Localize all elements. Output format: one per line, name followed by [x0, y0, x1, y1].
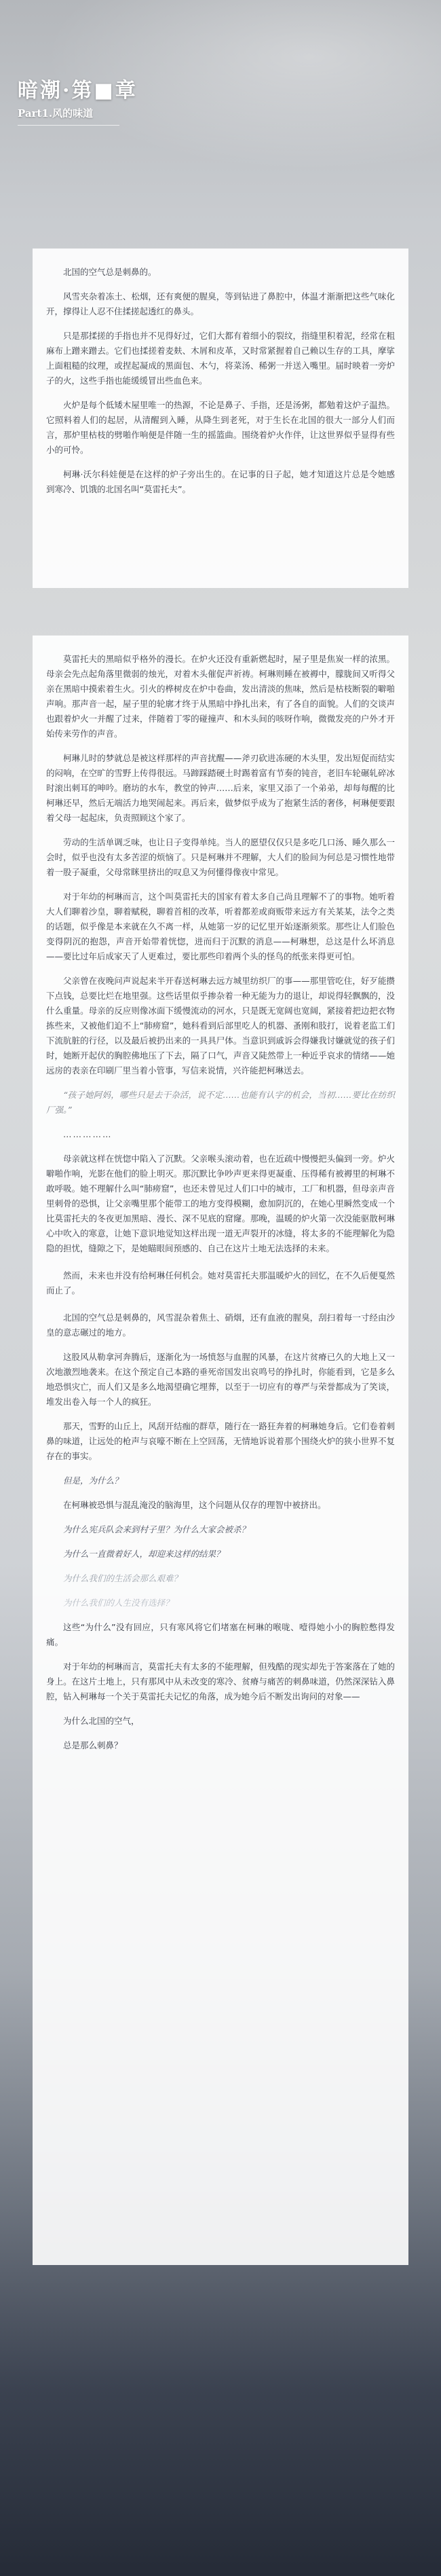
closing-line: 为什么北国的空气， [63, 1716, 140, 1726]
paragraph: 火炉是每个低矮木屋里唯一的热源，不论是鼻子、手指，还是汤粥，都勉着这炉子温热。它照料着人们的起居，从清醒到入睡，从降生到老死，对于生长在北国的很大一部分人们而言，那炉里枯枝的劈啪作响便是伴随一生的摇篮曲。围绕着炉火作伴，让这世界似乎显得有些小的可怜。 [46, 400, 395, 455]
paragraph: 母亲就这样在恍惚中陷入了沉默。父亲喉头滚动着，也在近疏中慢慢把头偏到一旁。炉火噼啪作响，光影在他们的脸上明灭。那沉默比争吵声更来得更凝重、压得稀有被褥里的柯琳不敢呼吸。她不理解什么叫“肺痨窟”，也还未曾见过人们口中的城市，工厂和机器，但母亲声音里刺骨的恐惧，让父亲嘴里那个能带工的地方变得模糊，愈加阴沉的，在她心里瞬然变成一个比莫雷托夫的冬夜更加黑暗、漫长、深不见底的窟窿。那晚，温暖的炉火第一次没能驱散柯琳心中吹入的寒意，让她下意识地觉知这样出现一道无声裂开的冰缝，将太多的不能理解化为隐隐的担忧，缝隙之下，是她瞄眼间预感的、自己在这片土地无法选择的未来。 [46, 1154, 395, 1253]
paragraph: 然而，未来也并没有给柯琳任何机会。她对莫雷托夫那温暖炉火的回忆，在不久后便戛然而止了。 [46, 1270, 395, 1295]
paragraph: 北国的空气总是刺鼻的。 [63, 267, 157, 277]
paragraph: 劳动的生活单调乏味，也让日子变得单纯。当人的愿望仅仅只是多吃几口汤、睡久那么一会时，似乎也没有太多苦涩的烦恼了。只是柯琳并不理解，大人们的脸间为何总是习惯性地带着一股子凝重，父母常眯里挤出的叹息又为何懂得像夜中常见。 [46, 837, 395, 877]
question-line: 为什么一直微着好人，却迎来这样的结果？ [63, 1549, 225, 1559]
paragraph: 北国的空气总是刺鼻的，风雪混杂着焦土、硝烟，还有血液的腥臭，刮扫着每一寸经由沙皇的意志碾过的地方。 [46, 1312, 395, 1338]
paragraph: 这些“为什么”没有回应，只有寒风将它们堵塞在柯琳的喉咙、噎得她小小的胸腔憋得发痛。 [46, 1622, 395, 1647]
chapter-title: 暗潮·第■章 [18, 79, 138, 103]
paragraph: 那天，雪野的山丘上，风刮开结痂的群草，随行在一路狂奔着的柯琳她身后。它们卷着刺鼻的味道，让远处的枪声与哀嚎不断在上空回荡，无情地诉说着那个围绕火炉的狭小世界不复存在的事实。 [46, 1421, 395, 1461]
paragraph: 只是那揉搓的手指也并不见得好过，它们大都有着细小的裂纹，指缝里积着泥，经常在粗麻布上蹭来蹭去。它们也揉搓着麦麸、木屑和皮革，又时常紧握着自己赖以生存的工具，摩挲上面粗糙的纹理，或捏起凝成的黑面包、木勺，将菜汤、稀粥一并送入嘴里。届时映着一旁炉子的火，这些手指也能缓缓冒出些血色来。 [46, 331, 395, 386]
title-divider [18, 125, 119, 126]
paragraph: 对于年幼的柯琳而言，这个叫莫雷托夫的国家有着太多自己尚且理解不了的事物。她听着大人们聊着沙皇，聊着赋税，聊着首相的改革，听着都差或商贩带来远方有关某某，法令之类的话题，似乎像是本来就在久不离一样，从她第一岁的记忆里开始逐渐须浆。那些让人们脸色变得阴沉的抱怨，声音开始带着恍惚，进而归于沉默的消息——柯琳想，总这是什么坏消息——要比过年后成家天了人更难过，要比那些印着两个头的怪鸟的纸张来得更可怕。 [46, 891, 395, 961]
text-card-intro [33, 249, 408, 588]
question-line: 为什么我们的人生没有选择？ [63, 1598, 174, 1608]
ellipsis-line: …………… [63, 1129, 113, 1139]
header-banner [0, 0, 441, 190]
paragraph: 柯琳儿时的梦就总是被这样那样的声音扰醒——斧刃砍进冻硬的木头里，发出短促而结实的闷响，在空旷的雪野上传得很远。马蹄踩踏硬土时踢着富有节奏的钝音，老旧车轮碾轧碎冰时滚出刺耳的呻吟。磨坊的水车，教堂的钟声……后来，家里又添了一个弟弟，却每每醒的比柯琳还早，然后无端活力地哭闹起来。再后来，做梦似乎成为了抱紧生活的奢侈，柯琳便要跟着父母一起起床，负责照顾这个家了。 [46, 753, 395, 823]
paragraph: 这股风从勒拿河奔腾后，逐渐化为一场愤怒与血腥的风暴，在这片贫瘠已久的大地上又一次地激烈地袭来。在这个预定自己本路的垂死帝国发出哀鸣号的挣扎时，你能看到，它是多么地恐惧灾亡，而人们又是多么地渴望确它埋葬，以至于一切应有的尊严与荣誉都成为了笑谈，堆发出卷入每一个人的疯狂。 [46, 1352, 395, 1407]
chapter-subtitle: Part1.风的味道 [18, 107, 94, 119]
paragraph: 莫雷托夫的黑暗似乎格外的漫长。在炉火还没有重新燃起时，屋子里是焦炭一样的浓黑。母亲会先点起角落里微弱的烛光，对着木头催促声祈祷。柯琳则睡在被褥中，朦胧间又听得父亲在黑暗中摸索着生火。引火的桦树皮在炉中卷曲，发出清淡的焦味，然后是枯枝断裂的噼啪声响。那声音一起，屋子里的轮廓才终于从黑暗中挣扎出来，有了各自的面貌。人们的交谈声也跟着炉火一并醒了过来，伴随着丁零的碰撞声、和木头间的咳呀作响，微微发亮的户外才开始传来劳作的声音。 [46, 654, 395, 739]
question-line: 但是，为什么？ [63, 1475, 123, 1486]
paragraph: 父亲曾在夜晚问声说起来半开春送柯琳去远方城里纺织厂的事——那里管吃住，好歹能攒下点钱，总要比烂在地里强。这些话里似乎掺杂着一种无能为力的退让，却说得轻飘飘的，没什么重量。母亲的反应则像冰面下缓慢流动的河水，只是既无宽阔也宽阔，紧接着把边把衣物拣些来，又被他们迫不上“肺痨窟”，她科看到后部里吃人的机器、蚤刚和肢打，说着老监工们下流肮脏的行径，以及最后被扔出来的一具具尸体。当意识到戚诉会得嫌我讨嫌就觉的孩子们时，她断开起伏的胸腔佛地压了下去，隔了口气，声音又陡然带上一种近乎哀求的情绪——她远房的表亲在印刷厂里当着小管事，写信来说情，兴许能把柯琳送去。 [46, 976, 395, 1075]
question-line: 为什么宪兵队会来到村子里？为什么大家会被杀？ [63, 1524, 250, 1534]
paragraph: 在柯琳被恐惧与混乱淹没的脑海里，这个问题从仅存的理智中被挤出。 [63, 1500, 326, 1510]
text-card-main [33, 636, 408, 2265]
paragraph: 对于年幼的柯琳而言，莫雷托夫有太多的不能理解，但残酷的现实却先于答案落在了她的身上。在这片土地上，只有那风中从未改变的寒冷、贫瘠与痛苦的刺鼻味道，仍然深深钻入鼻腔，钻入柯琳每一个关于莫雷托夫记忆的角落，成为她今后不断发出询问的对象—— [46, 1661, 395, 1701]
closing-line: 总是那么刺鼻？ [63, 1740, 123, 1750]
quote-paragraph: “孩子她阿妈，哪些只是去干杂活，说不定……也能有认字的机会，当初……要比在纺织厂强。” [46, 1090, 395, 1115]
question-line: 为什么我们的生活会那么艰难？ [63, 1573, 183, 1583]
paragraph: 风雪夹杂着冻土、松烟，还有爽便的腥臭，等到钻进了鼻腔中，体温才渐渐把这些气味化开，撑得让人忍不住揉搓起透红的鼻头。 [46, 291, 395, 316]
paragraph: 柯琳·沃尔科娃便是在这样的炉子旁出生的。在记事的日子起，她才知道这片总是令她感到寒冷、饥饿的北国名叫“莫雷托夫”。 [46, 469, 395, 494]
